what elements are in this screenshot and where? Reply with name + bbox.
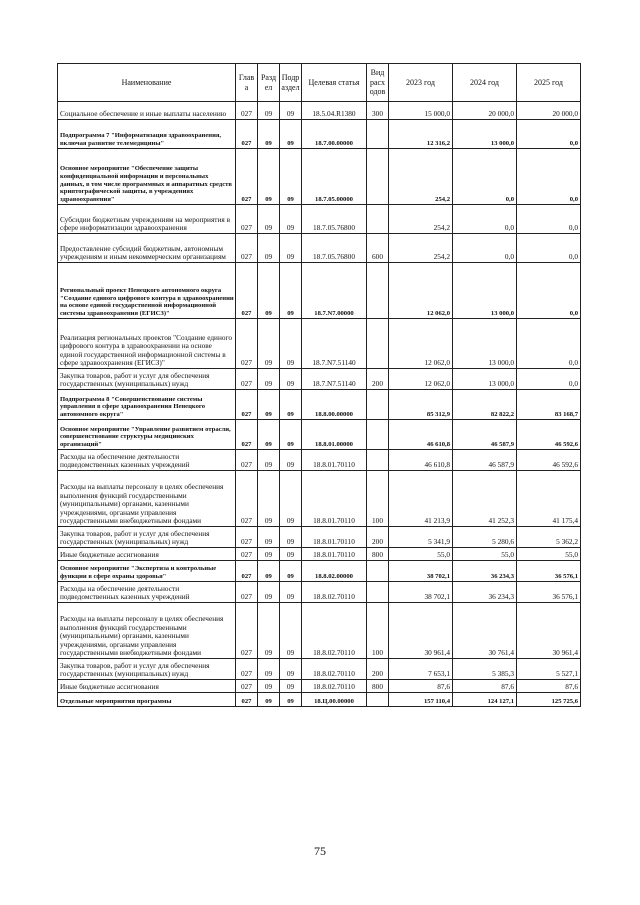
row-name: Основное мероприятие "Обеспечение защиты конфиденциальной информации и персональных данных, в том числе программных и аппаратных средств криптографической защиты, в учреждениях здравоохранения" <box>58 149 236 205</box>
row-article: 18.8.02.70110 <box>302 582 367 603</box>
row-value-2023: 38 702,1 <box>389 561 453 582</box>
row-podrazdel: 09 <box>280 527 302 548</box>
row-glava: 027 <box>236 205 258 234</box>
row-razdel: 09 <box>258 120 280 149</box>
row-value-2023: 5 341,9 <box>389 527 453 548</box>
row-article: 18.8.02.00000 <box>302 561 367 582</box>
row-name: Расходы на выплаты персоналу в целях обеспечения выполнения функций государственными (муниципальными) органами, казенными учреждениями, органами управления государственными внебюджетными фондами <box>58 471 236 527</box>
row-value-2024: 82 822,2 <box>453 390 517 420</box>
row-value-2025: 87,6 <box>517 680 581 693</box>
row-value-2024: 5 385,3 <box>453 659 517 680</box>
row-value-2025: 0,0 <box>517 319 581 369</box>
row-razdel: 09 <box>258 369 280 390</box>
table-row <box>58 319 581 369</box>
page-number: 75 <box>314 844 326 858</box>
row-article: 18.5.04.R1380 <box>302 102 367 120</box>
row-article: 18.7.05.76800 <box>302 205 367 234</box>
row-article: 18.8.01.70110 <box>302 450 367 471</box>
row-glava: 027 <box>236 263 258 319</box>
table-row <box>58 263 581 319</box>
row-name: Подпрограмма 8 "Совершенствование системы управления в сфере здравоохранения Ненецкого автономного округа" <box>58 390 236 420</box>
row-value-2023: 46 610,8 <box>389 450 453 471</box>
table-row <box>58 471 581 527</box>
row-article: 18.8.02.70110 <box>302 680 367 693</box>
row-glava: 027 <box>236 548 258 561</box>
row-value-2024: 0,0 <box>453 234 517 263</box>
row-glava: 027 <box>236 527 258 548</box>
row-value-2025: 125 725,6 <box>517 693 581 707</box>
row-value-2024: 0,0 <box>453 149 517 205</box>
row-value-2023: 254,2 <box>389 205 453 234</box>
row-article: 18.7.05.00000 <box>302 149 367 205</box>
row-glava: 027 <box>236 420 258 450</box>
row-value-2023: 7 653,1 <box>389 659 453 680</box>
row-value-2023: 12 316,2 <box>389 120 453 149</box>
row-glava: 027 <box>236 234 258 263</box>
header-podrazdel: Подр аздел <box>280 64 302 102</box>
table-body <box>58 102 581 707</box>
row-value-2023: 12 062,0 <box>389 263 453 319</box>
table-row <box>58 527 581 548</box>
row-razdel: 09 <box>258 149 280 205</box>
row-value-2024: 13 000,0 <box>453 369 517 390</box>
row-name: Социальное обеспечение и иные выплаты населению <box>58 102 236 120</box>
row-glava: 027 <box>236 390 258 420</box>
row-glava: 027 <box>236 319 258 369</box>
row-value-2023: 38 702,1 <box>389 582 453 603</box>
row-podrazdel: 09 <box>280 263 302 319</box>
row-podrazdel: 09 <box>280 420 302 450</box>
row-glava: 027 <box>236 471 258 527</box>
row-podrazdel: 09 <box>280 603 302 659</box>
row-value-2023: 15 000,0 <box>389 102 453 120</box>
table-row <box>58 120 581 149</box>
row-value-2025: 0,0 <box>517 369 581 390</box>
row-vid <box>367 263 389 319</box>
row-value-2024: 5 280,6 <box>453 527 517 548</box>
row-value-2025: 0,0 <box>517 205 581 234</box>
row-name: Реализация региональных проектов "Создание единого цифрового контура в здравоохранении на основе единой государственной информационной системы в сфере здравоохранения (ЕГИСЗ)" <box>58 319 236 369</box>
row-razdel: 09 <box>258 420 280 450</box>
row-glava: 027 <box>236 120 258 149</box>
row-value-2024: 46 587,9 <box>453 420 517 450</box>
row-name: Подпрограмма 7 "Информатизация здравоохранения, включая развитие телемедицины" <box>58 120 236 149</box>
row-value-2025: 46 592,6 <box>517 420 581 450</box>
row-name: Закупка товаров, работ и услуг для обеспечения государственных (муниципальных) нужд <box>58 369 236 390</box>
row-vid: 300 <box>367 102 389 120</box>
row-razdel: 09 <box>258 234 280 263</box>
table-row <box>58 205 581 234</box>
header-year-2023: 2023 год <box>389 64 453 102</box>
row-value-2023: 254,2 <box>389 149 453 205</box>
row-article: 18.7.00.00000 <box>302 120 367 149</box>
row-name: Расходы на обеспечение деятельности подведомственных казенных учреждений <box>58 582 236 603</box>
row-razdel: 09 <box>258 582 280 603</box>
table-row <box>58 548 581 561</box>
row-article: 18.7.N7.51140 <box>302 319 367 369</box>
row-value-2025: 0,0 <box>517 120 581 149</box>
row-article: 18.8.02.70110 <box>302 659 367 680</box>
table-row <box>58 693 581 707</box>
row-value-2025: 0,0 <box>517 263 581 319</box>
row-name: Закупка товаров, работ и услуг для обеспечения государственных (муниципальных) нужд <box>58 659 236 680</box>
row-podrazdel: 09 <box>280 471 302 527</box>
row-podrazdel: 09 <box>280 102 302 120</box>
row-vid: 100 <box>367 471 389 527</box>
row-podrazdel: 09 <box>280 369 302 390</box>
row-vid <box>367 390 389 420</box>
row-value-2023: 254,2 <box>389 234 453 263</box>
row-podrazdel: 09 <box>280 450 302 471</box>
row-name: Расходы на обеспечение деятельности подведомственных казенных учреждений <box>58 450 236 471</box>
row-name: Основное мероприятие "Экспертиза и контрольные функции в сфере охраны здоровья" <box>58 561 236 582</box>
row-value-2023: 12 062,0 <box>389 319 453 369</box>
row-podrazdel: 09 <box>280 234 302 263</box>
row-podrazdel: 09 <box>280 390 302 420</box>
row-value-2024: 13 000,0 <box>453 120 517 149</box>
row-value-2023: 30 961,4 <box>389 603 453 659</box>
row-vid <box>367 582 389 603</box>
row-razdel: 09 <box>258 102 280 120</box>
row-razdel: 09 <box>258 319 280 369</box>
table-row <box>58 450 581 471</box>
row-value-2024: 13 000,0 <box>453 263 517 319</box>
row-razdel: 09 <box>258 450 280 471</box>
row-vid: 600 <box>367 234 389 263</box>
row-razdel: 09 <box>258 263 280 319</box>
row-glava: 027 <box>236 582 258 603</box>
row-name: Иные бюджетные ассигнования <box>58 680 236 693</box>
row-vid: 200 <box>367 369 389 390</box>
row-value-2025: 55,0 <box>517 548 581 561</box>
row-vid <box>367 561 389 582</box>
row-name: Закупка товаров, работ и услуг для обеспечения государственных (муниципальных) нужд <box>58 527 236 548</box>
row-value-2025: 0,0 <box>517 234 581 263</box>
table-row <box>58 680 581 693</box>
row-value-2024: 46 587,9 <box>453 450 517 471</box>
table-row <box>58 390 581 420</box>
row-vid <box>367 149 389 205</box>
table-row <box>58 149 581 205</box>
row-podrazdel: 09 <box>280 120 302 149</box>
table-row <box>58 582 581 603</box>
table-row <box>58 561 581 582</box>
header-razdel: Разд ел <box>258 64 280 102</box>
header-vid: Вид расх одов <box>367 64 389 102</box>
row-razdel: 09 <box>258 548 280 561</box>
row-vid: 800 <box>367 680 389 693</box>
row-glava: 027 <box>236 561 258 582</box>
row-vid <box>367 205 389 234</box>
row-article: 18.8.01.70110 <box>302 548 367 561</box>
row-value-2025: 83 168,7 <box>517 390 581 420</box>
row-vid <box>367 319 389 369</box>
row-value-2024: 87,6 <box>453 680 517 693</box>
row-podrazdel: 09 <box>280 561 302 582</box>
row-name: Основное мероприятие "Управление развитием отрасли, совершенствование структуры медицинских организаций" <box>58 420 236 450</box>
row-value-2023: 87,6 <box>389 680 453 693</box>
row-value-2023: 55,0 <box>389 548 453 561</box>
row-podrazdel: 09 <box>280 582 302 603</box>
row-value-2024: 30 761,4 <box>453 603 517 659</box>
row-value-2025: 5 362,2 <box>517 527 581 548</box>
table-row <box>58 659 581 680</box>
header-year-2024: 2024 год <box>453 64 517 102</box>
row-article: 18.8.00.00000 <box>302 390 367 420</box>
row-razdel: 09 <box>258 527 280 548</box>
row-name: Расходы на выплаты персоналу в целях обеспечения выполнения функций государственными (муниципальными) органами, казенными учреждениями, органами управления государственными внебюджетными фондами <box>58 603 236 659</box>
row-value-2023: 12 062,0 <box>389 369 453 390</box>
row-podrazdel: 09 <box>280 319 302 369</box>
table-row <box>58 102 581 120</box>
row-value-2025: 5 527,1 <box>517 659 581 680</box>
row-glava: 027 <box>236 680 258 693</box>
budget-table <box>57 63 581 707</box>
row-value-2025: 46 592,6 <box>517 450 581 471</box>
header-name: Наименование <box>58 64 236 102</box>
table-row <box>58 369 581 390</box>
row-value-2023: 157 110,4 <box>389 693 453 707</box>
row-vid <box>367 420 389 450</box>
row-article: 18.7.05.76800 <box>302 234 367 263</box>
row-podrazdel: 09 <box>280 548 302 561</box>
row-value-2024: 36 234,3 <box>453 582 517 603</box>
row-podrazdel: 09 <box>280 693 302 707</box>
row-article: 18.8.01.70110 <box>302 471 367 527</box>
row-value-2025: 20 000,0 <box>517 102 581 120</box>
row-value-2024: 36 234,3 <box>453 561 517 582</box>
row-value-2024: 20 000,0 <box>453 102 517 120</box>
row-glava: 027 <box>236 149 258 205</box>
row-value-2024: 55,0 <box>453 548 517 561</box>
row-vid <box>367 450 389 471</box>
row-glava: 027 <box>236 102 258 120</box>
row-vid: 200 <box>367 659 389 680</box>
row-name: Субсидии бюджетным учреждениям на мероприятия в сфере информатизации здравоохранения <box>58 205 236 234</box>
row-razdel: 09 <box>258 603 280 659</box>
row-vid: 800 <box>367 548 389 561</box>
row-podrazdel: 09 <box>280 149 302 205</box>
row-value-2025: 30 961,4 <box>517 603 581 659</box>
row-podrazdel: 09 <box>280 659 302 680</box>
row-article: 18.7.N7.00000 <box>302 263 367 319</box>
row-value-2025: 36 576,1 <box>517 582 581 603</box>
row-value-2025: 41 175,4 <box>517 471 581 527</box>
row-value-2025: 0,0 <box>517 149 581 205</box>
row-name: Отдельные мероприятия программы <box>58 693 236 707</box>
row-podrazdel: 09 <box>280 680 302 693</box>
row-podrazdel: 09 <box>280 205 302 234</box>
row-article: 18.8.01.70110 <box>302 527 367 548</box>
row-value-2024: 0,0 <box>453 205 517 234</box>
row-razdel: 09 <box>258 680 280 693</box>
row-value-2025: 36 576,1 <box>517 561 581 582</box>
row-razdel: 09 <box>258 561 280 582</box>
row-vid <box>367 693 389 707</box>
row-article: 18.8.01.00000 <box>302 420 367 450</box>
table-row <box>58 420 581 450</box>
row-article: 18.7.N7.51140 <box>302 369 367 390</box>
row-value-2023: 46 610,8 <box>389 420 453 450</box>
row-razdel: 09 <box>258 390 280 420</box>
row-glava: 027 <box>236 659 258 680</box>
table-header-row <box>58 64 581 102</box>
row-glava: 027 <box>236 450 258 471</box>
row-razdel: 09 <box>258 693 280 707</box>
row-value-2024: 41 252,3 <box>453 471 517 527</box>
row-vid: 100 <box>367 603 389 659</box>
header-glava: Глав а <box>236 64 258 102</box>
row-value-2023: 41 213,9 <box>389 471 453 527</box>
row-glava: 027 <box>236 369 258 390</box>
row-article: 18.8.02.70110 <box>302 603 367 659</box>
row-razdel: 09 <box>258 205 280 234</box>
row-name: Иные бюджетные ассигнования <box>58 548 236 561</box>
row-vid <box>367 120 389 149</box>
row-razdel: 09 <box>258 471 280 527</box>
row-name: Предоставление субсидий бюджетным, автономным учреждениям и иным некоммерческим организациям <box>58 234 236 263</box>
row-value-2024: 124 127,1 <box>453 693 517 707</box>
header-article: Целевая статья <box>302 64 367 102</box>
table-row <box>58 603 581 659</box>
row-glava: 027 <box>236 603 258 659</box>
row-vid: 200 <box>367 527 389 548</box>
row-value-2024: 13 000,0 <box>453 319 517 369</box>
table-row <box>58 234 581 263</box>
row-name: Региональный проект Ненецкого автономного округа "Создание единого цифрового контура в здравоохранении на основе единой государственной информационной системы здравоохранения (ЕГИСЗ)" <box>58 263 236 319</box>
row-glava: 027 <box>236 693 258 707</box>
row-article: 18.Ц.00.00000 <box>302 693 367 707</box>
row-razdel: 09 <box>258 659 280 680</box>
header-year-2025: 2025 год <box>517 64 581 102</box>
row-value-2023: 85 312,9 <box>389 390 453 420</box>
